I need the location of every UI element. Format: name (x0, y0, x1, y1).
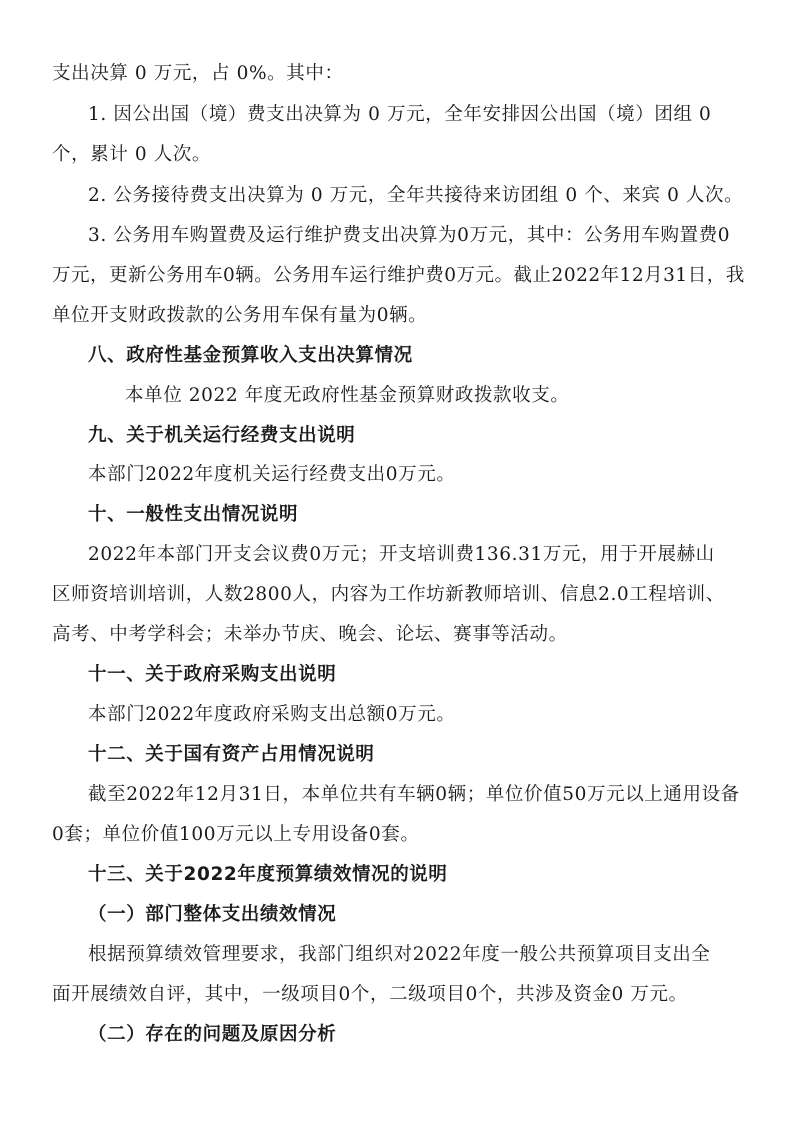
section-heading: 十一、关于政府采购支出说明 (88, 664, 337, 685)
paragraph-line: 根据预算绩效管理要求，我部门组织对2022年度一般公共预算项目支出全 (88, 944, 711, 965)
paragraph-line: 3. 公务用车购置费及运行维护费支出决算为0万元，其中：公务用车购置费0 (88, 225, 731, 246)
paragraph-line: 区师资培训培训，人数2800人，内容为工作坊新教师培训、信息2.0工程培训、 (52, 584, 725, 605)
section-heading: 十二、关于国有资产占用情况说明 (88, 744, 375, 765)
paragraph-line: 本部门2022年度机关运行经费支出0万元。 (88, 464, 456, 485)
paragraph-line: 单位开支财政拨款的公务用车保有量为0辆。 (52, 305, 428, 326)
subsection-heading: （二）存在的问题及原因分析 (88, 1024, 337, 1045)
paragraph-line: 截至2022年12月31日，本单位共有车辆0辆；单位价值50万元以上通用设备 (88, 784, 740, 805)
paragraph-line: 支出决算 0 万元，占 0%。其中： (52, 63, 344, 84)
paragraph-line: 本部门2022年度政府采购支出总额0万元。 (88, 704, 456, 725)
paragraph-line: 面开展绩效自评，其中，一级项目0个，二级项目0个，共涉及资金0 万元。 (52, 984, 688, 1005)
section-heading: 十、一般性支出情况说明 (88, 504, 299, 525)
paragraph-line: 本单位 2022 年度无政府性基金预算财政拨款收支。 (125, 385, 570, 406)
paragraph-line: 1. 因公出国（境）费支出决算为 0 万元，全年安排因公出国（境）团组 0 (88, 104, 712, 125)
section-heading: 八、政府性基金预算收入支出决算情况 (88, 345, 413, 366)
section-heading: 九、关于机关运行经费支出说明 (88, 425, 356, 446)
paragraph-line: 2022年本部门开支会议费0万元；开支培训费136.31万元，用于开展赫山 (88, 544, 715, 565)
paragraph-line: 2. 公务接待费支出决算为 0 万元，全年共接待来访团组 0 个、来宾 0 人次。 (88, 185, 744, 206)
paragraph-line: 0套；单位价值100万元以上专用设备0套。 (52, 824, 420, 845)
paragraph-line: 高考、中考学科会；未举办节庆、晚会、论坛、赛事等活动。 (52, 624, 568, 645)
subsection-heading: （一）部门整体支出绩效情况 (88, 904, 337, 925)
section-heading: 十三、关于2022年度预算绩效情况的说明 (88, 864, 448, 885)
paragraph-line: 个，累计 0 人次。 (52, 144, 212, 165)
paragraph-line: 万元，更新公务用车0辆。公务用车运行维护费0万元。截止2022年12月31日，我 (52, 265, 745, 286)
